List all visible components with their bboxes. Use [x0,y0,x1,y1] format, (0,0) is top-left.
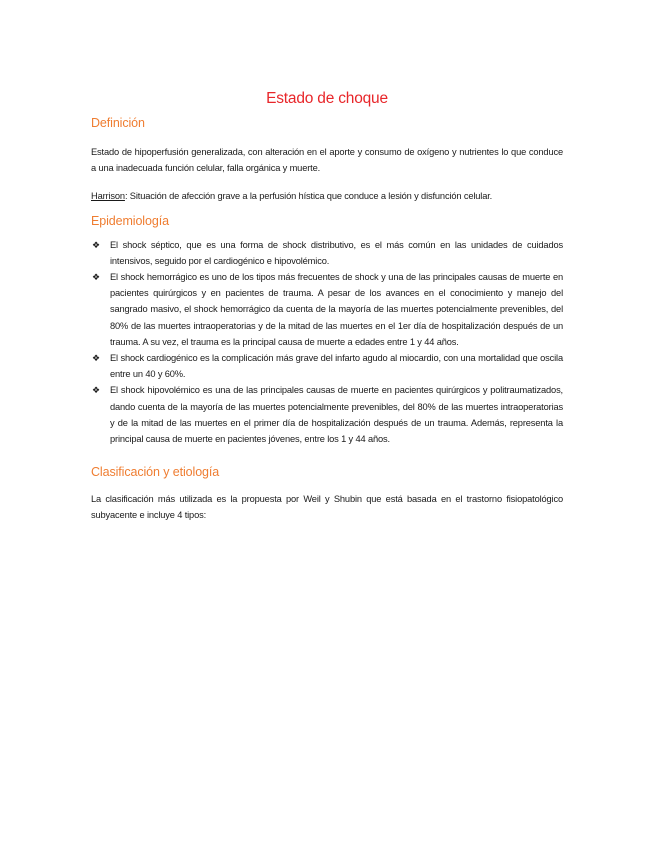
clasificacion-paragraph: La clasificación más utilizada es la propuesta por Weil y Shubin que está basada en el trastorno fisiopatológico subyacente e incluye 4 tipos: [91,494,563,521]
diamond-bullet-icon: ❖ [92,272,100,283]
list-item [91,269,563,350]
document-content [91,90,563,524]
harrison-text: : Situación de afección grave a la perfusión hística que conduce a lesión y disfunción celular. [124,191,493,202]
list-item [91,350,563,382]
section-heading-clasificacion: Clasificación y etiología [91,465,220,480]
diamond-bullet-icon: ❖ [92,239,100,250]
list-item-text: El shock hemorrágico es uno de los tipos más frecuentes de shock y una de las principales causas de muerte en pacientes quirúrgicos y en pacientes de trauma. A pesar de los avances en el conocimiento y manejo del sangrado masivo, el shock hemorrágico da cuenta de la mayoría de las muertes potencialmente prevenibles, del 80% de las muertes intraoperatorias y de la mitad de las muertes en el 1er día de hospitalización después de un trauma. A su vez, el trauma es la principal causa de muerte a edades entre 1 y 44 años. [110,272,563,347]
definicion-paragraph: Estado de hipoperfusión generalizada, con alteración en el aporte y consumo de oxígeno y nutrientes lo que conduce a una inadecuada función celular, falla orgánica y muerte. [91,147,563,174]
list-item-text: El shock séptico, que es una forma de shock distributivo, es el más común en las unidades de cuidados intensivos, seguido por el cardiogénico e hipovolémico. [110,239,563,266]
list-item [91,382,563,447]
document-title: Estado de choque [266,90,388,107]
diamond-bullet-icon: ❖ [92,385,100,396]
section-heading-definicion: Definición [91,116,145,130]
epidemiologia-list [91,237,563,448]
harrison-definition [91,188,563,204]
list-item-text: El shock hipovolémico es una de las principales causas de muerte en pacientes quirúrgicos y politraumatizados, dando cuenta de la mayoría de las muertes potencialmente prevenibles, del 80% de las muertes intraoperatorias y de la mitad de las muertes en el primer día de hospitalización después de un trauma. Además, representa la principal causa de muerte en pacientes jóvenes, entre los 1 y 44 años. [110,385,563,445]
list-item-text: El shock cardiogénico es la complicación más grave del infarto agudo al miocardio, con una mortalidad que oscila entre un 40 y 60%. [110,353,563,380]
list-item [91,237,563,269]
harrison-label: Harrison [91,191,125,202]
diamond-bullet-icon: ❖ [92,353,100,364]
section-heading-epidemiologia: Epidemiología [91,213,169,228]
